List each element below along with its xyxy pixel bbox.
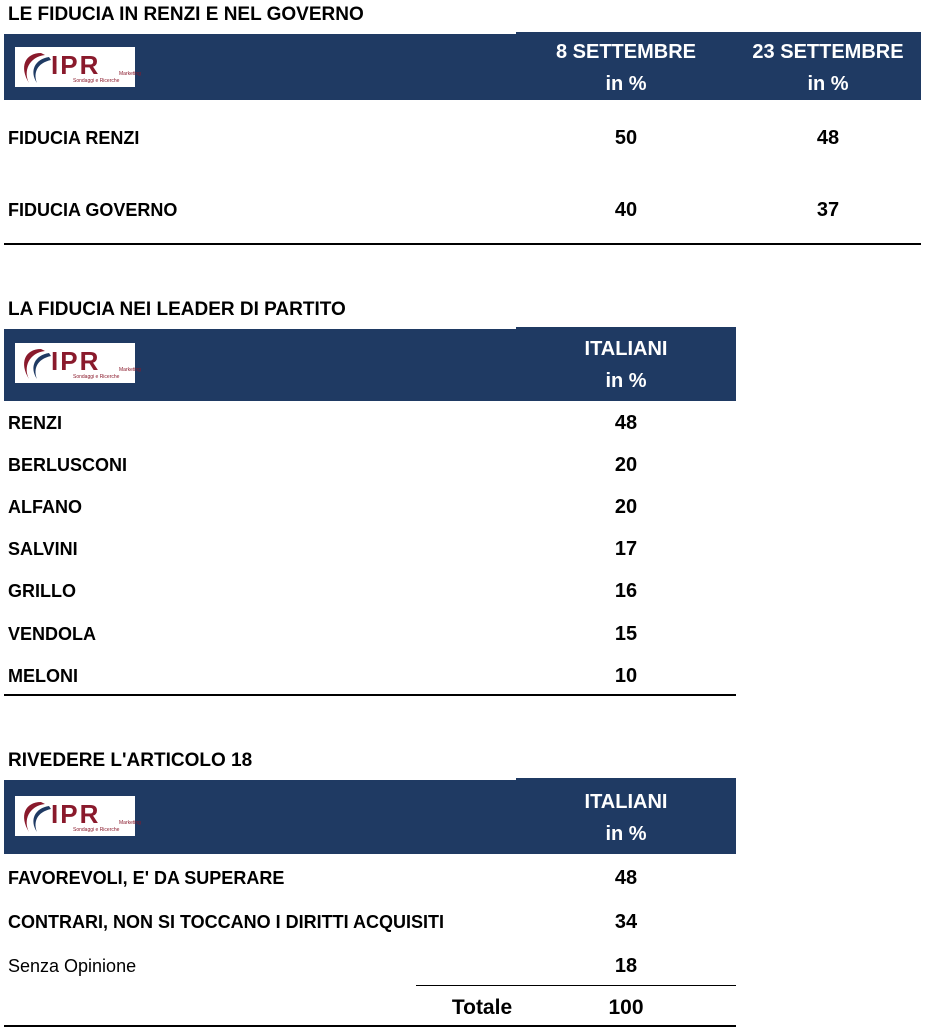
- table1-col2-header: [728, 36, 928, 100]
- ipr-logo-tagline-1: Marketing: [119, 71, 141, 77]
- table3-header: [4, 780, 736, 854]
- table3-row-label: CONTRARI, NON SI TOCCANO I DIRITTI ACQUISITI: [8, 912, 444, 932]
- table3-row-value: 18: [614, 955, 638, 977]
- table2-bottom-rule: [4, 694, 736, 696]
- table2-row-value: 20: [614, 496, 638, 518]
- table2-row-value: 16: [614, 580, 638, 602]
- table2-header: [4, 329, 736, 401]
- ipr-logo-tagline-2: Sondaggi e Ricerche: [73, 827, 120, 833]
- table2-row-label: ALFANO: [8, 497, 82, 517]
- table2-row-label: VENDOLA: [8, 624, 97, 644]
- ipr-logo-swoosh-icon: [15, 796, 55, 836]
- table3-total-rule: [416, 985, 736, 986]
- ipr-logo-swoosh-icon: [15, 343, 55, 383]
- table1-bottom-rule: [4, 243, 921, 245]
- col-header-line2: in %: [605, 73, 647, 95]
- table2-row-value: 20: [614, 454, 638, 476]
- table3-row-label: FAVOREVOLI, E' DA SUPERARE: [8, 868, 285, 888]
- table2-row-value: 15: [614, 623, 638, 645]
- table3-row-value: 34: [614, 911, 638, 933]
- col-header-line2: in %: [605, 370, 647, 392]
- table2-row-label: SALVINI: [8, 539, 78, 559]
- ipr-logo-swoosh-icon: [15, 47, 55, 87]
- table1-title: LE FIDUCIA IN RENZI E NEL GOVERNO: [8, 4, 364, 25]
- table1-header: [4, 34, 921, 100]
- table3-row-label: Senza Opinione: [8, 956, 137, 976]
- table2-row-label: GRILLO: [8, 581, 76, 601]
- col-header-line1: ITALIANI: [584, 338, 668, 360]
- ipr-logo-text: IPR: [51, 799, 101, 829]
- table2-row-label: RENZI: [8, 413, 62, 433]
- table2-title: LA FIDUCIA NEI LEADER DI PARTITO: [8, 299, 346, 320]
- table1-row-label: FIDUCIA RENZI: [8, 128, 140, 148]
- table3-row-value: 48: [614, 867, 638, 889]
- col-header-line1: 8 SETTEMBRE: [555, 41, 697, 63]
- table3-total-value: 100: [608, 996, 644, 1019]
- col-header-line2: in %: [605, 823, 647, 845]
- table1-row-value: 50: [614, 127, 638, 149]
- ipr-logo-tagline-2: Sondaggi e Ricerche: [73, 78, 120, 84]
- table1-row-value: 37: [816, 199, 840, 221]
- table2-row-label: MELONI: [8, 666, 78, 686]
- ipr-logo-text: IPR: [51, 50, 101, 80]
- table1-col1-header: [526, 36, 726, 100]
- table3-col-header: [526, 786, 726, 850]
- col-header-line1: ITALIANI: [584, 791, 668, 813]
- col-header-line1: 23 SETTEMBRE: [752, 41, 904, 63]
- ipr-logo-tagline-2: Sondaggi e Ricerche: [73, 374, 120, 380]
- ipr-logo-tagline-1: Marketing: [119, 820, 141, 826]
- ipr-logo: [15, 47, 141, 87]
- ipr-logo: [15, 796, 141, 836]
- ipr-logo-text: IPR: [51, 346, 101, 376]
- col-header-line2: in %: [807, 73, 849, 95]
- ipr-logo: [15, 343, 141, 383]
- table2-col-header: [526, 333, 726, 397]
- table1-row-label: FIDUCIA GOVERNO: [8, 200, 178, 220]
- table1-row-value: 40: [614, 199, 638, 221]
- table2-row-value: 10: [614, 665, 638, 687]
- table2-row-value: 48: [614, 412, 638, 434]
- table3-title: RIVEDERE L'ARTICOLO 18: [8, 750, 253, 771]
- table3-bottom-rule: [4, 1025, 736, 1027]
- ipr-logo-tagline-1: Marketing: [119, 367, 141, 373]
- table3-total-label: Totale: [451, 996, 513, 1019]
- table2-row-label: BERLUSCONI: [8, 455, 128, 475]
- table1-row-value: 48: [816, 127, 840, 149]
- table2-row-value: 17: [614, 538, 638, 560]
